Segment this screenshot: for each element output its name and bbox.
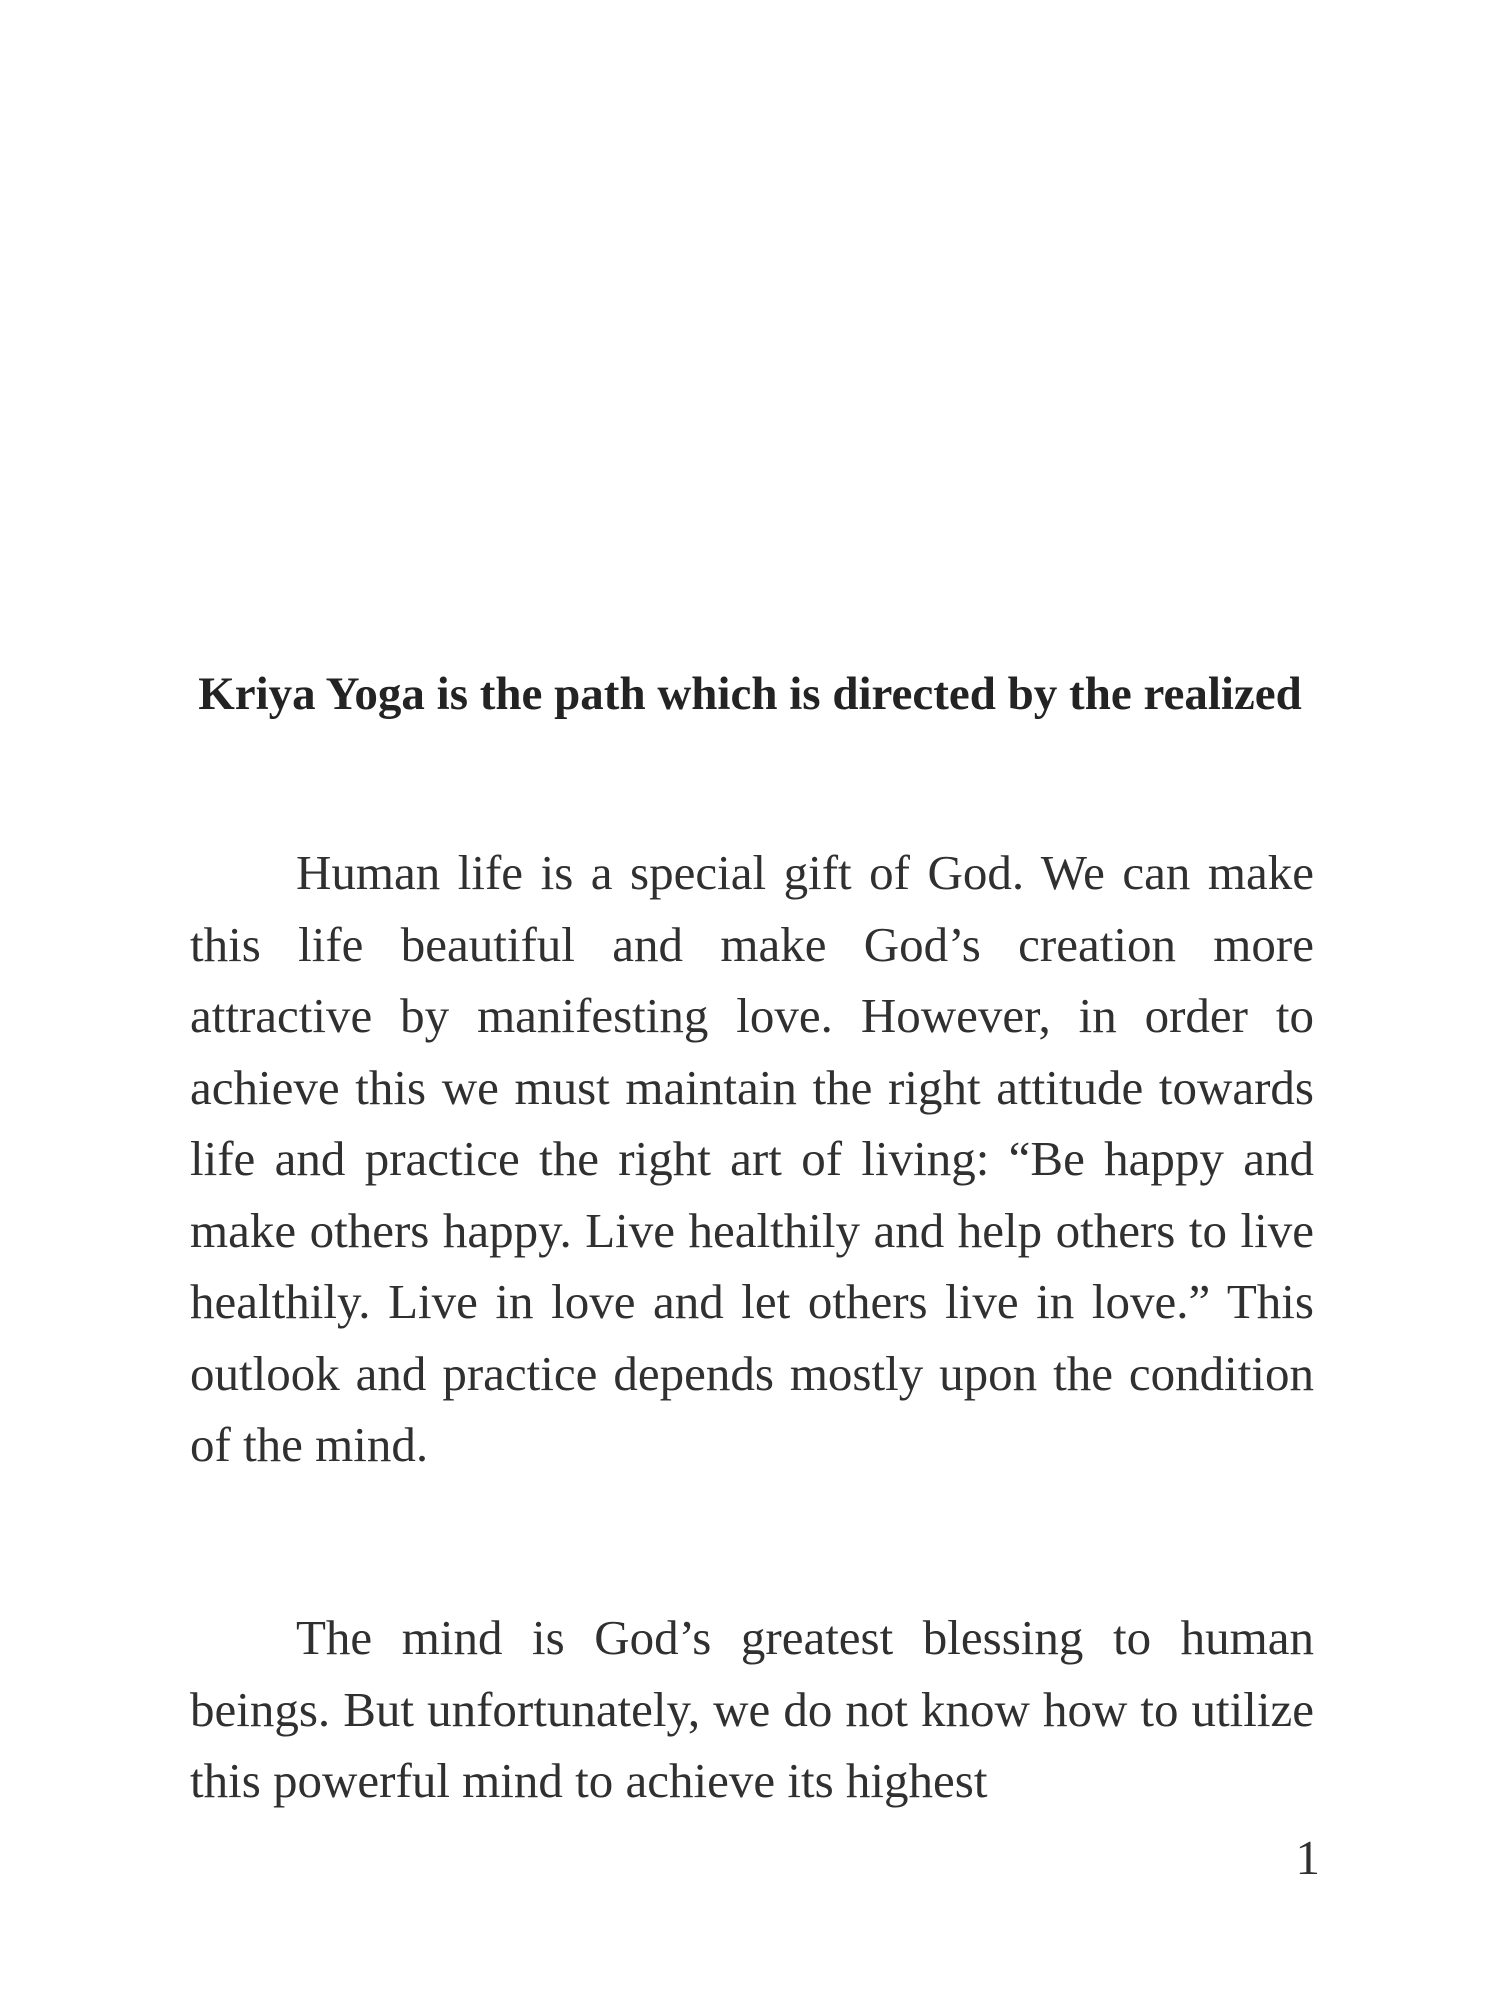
page-number: 1 [1295, 1830, 1320, 1885]
body-paragraph-2: The mind is God’s greatest blessing to human beings. But unfortunately, we do not know how to utilize this powerful mind to achieve its highest [190, 1610, 1314, 1808]
body-paragraph-1: Human life is a special gift of God. We can make this life beautiful and make God’s creation more attractive by manifesting love. However, in order to achieve this we must maintain the right attitude towards life and practice the right art of living: “Be happy and make others happy. Live healthily and help others to live healthily. Live in love and let others live in love.” This outlook and practice depends mostly upon the condition of the mind. [190, 845, 1314, 1472]
section-heading: Kriya Yoga is the path which is directed by the realized [198, 668, 1302, 720]
